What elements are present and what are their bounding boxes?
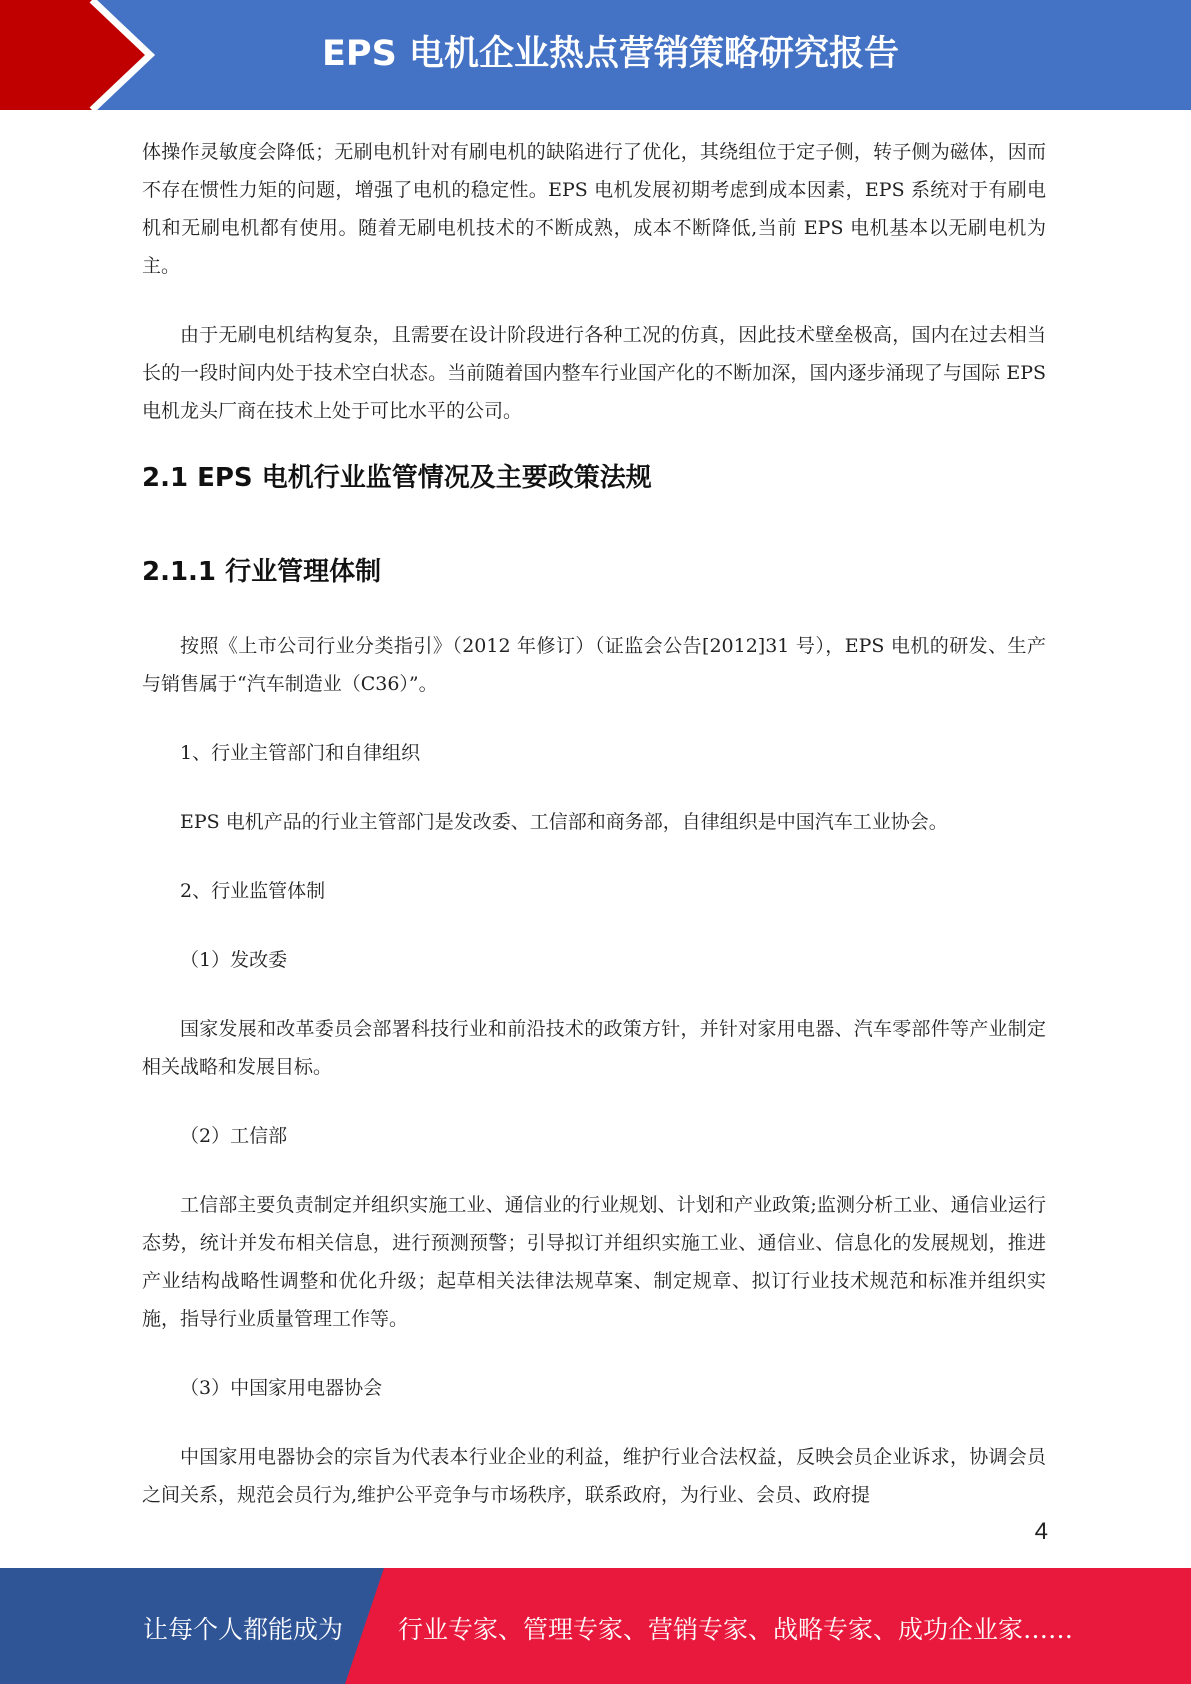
paragraph: EPS 电机产品的行业主管部门是发改委、工信部和商务部，自律组织是中国汽车工业协会。 xyxy=(180,811,948,833)
page-footer xyxy=(0,1568,1191,1684)
paragraph: 按照《上市公司行业分类指引》（2012 年修订）（证监会公告[2012]31 号），EPS 电机的研发、生产与销售属于“汽车制造业（C36）”。 xyxy=(142,635,1046,695)
subsection-heading: 2.1.1 行业管理体制 xyxy=(142,557,382,587)
paragraph: 由于无刷电机结构复杂，且需要在设计阶段进行各种工况的仿真，因此技术壁垒极高，国内在过去相当长的一段时间内处于技术空白状态。当前随着国内整车行业国产化的不断加深，国内逐步涌现了与国际 EPS 电机龙头厂商在技术上处于可比水平的公司。 xyxy=(142,324,1046,422)
paragraph: 中国家用电器协会的宗旨为代表本行业企业的利益，维护行业合法权益，反映会员企业诉求，协调会员之间关系，规范会员行为,维护公平竞争与市场秩序，联系政府，为行业、会员、政府提 xyxy=(142,1446,1046,1506)
page-header xyxy=(0,0,1191,110)
paragraph: 体操作灵敏度会降低；无刷电机针对有刷电机的缺陷进行了优化，其绕组位于定子侧，转子侧为磁体，因而不存在惯性力矩的问题，增强了电机的稳定性。EPS 电机发展初期考虑到成本因素，EPS 系统对于有刷电机和无刷电机都有使用。随着无刷电机技术的不断成熟，成本不断降低,当前 EPS 电机基本以无刷电机为主。 xyxy=(142,141,1046,277)
section-heading: 2.1 EPS 电机行业监管情况及主要政策法规 xyxy=(142,463,652,493)
report-title: EPS 电机企业热点营销策略研究报告 xyxy=(322,34,899,74)
page-content xyxy=(142,133,1046,1514)
paragraph: 国家发展和改革委员会部署科技行业和前沿技术的政策方针，并针对家用电器、汽车零部件等产业制定相关战略和发展目标。 xyxy=(142,1018,1046,1078)
footer-slogan-left: 让每个人都能成为 xyxy=(143,1615,344,1644)
sub-item-heading: （1）发改委 xyxy=(180,949,288,971)
paragraph: 工信部主要负责制定并组织实施工业、通信业的行业规划、计划和产业政策;监测分析工业、通信业运行态势，统计并发布相关信息，进行预测预警；引导拟订并组织实施工业、通信业、信息化的发展规划，推进产业结构战略性调整和优化升级；起草相关法律法规草案、制定规章、拟订行业技术规范和标准并组织实施，指导行业质量管理工作等。 xyxy=(142,1194,1046,1330)
sub-item-heading: （3）中国家用电器协会 xyxy=(180,1377,383,1399)
list-heading: 2、行业监管体制 xyxy=(180,880,326,902)
list-heading: 1、行业主管部门和自律组织 xyxy=(180,742,421,764)
page-number: 4 xyxy=(1034,1518,1048,1545)
footer-slogan-right: 行业专家、管理专家、营销专家、战略专家、成功企业家…… xyxy=(398,1615,1074,1644)
sub-item-heading: （2）工信部 xyxy=(180,1125,288,1147)
